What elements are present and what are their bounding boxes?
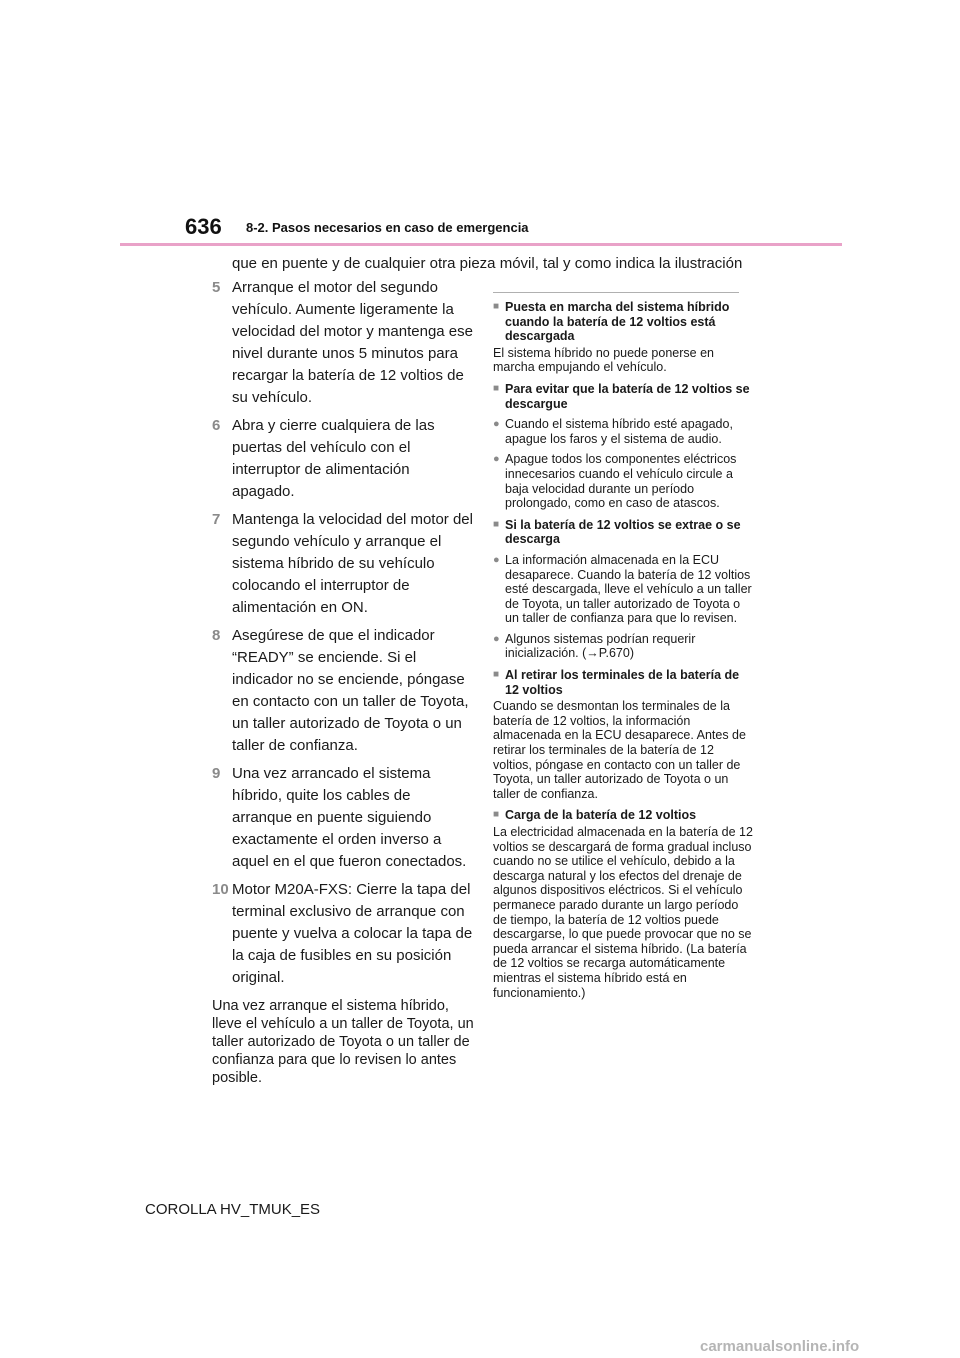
step-text: Mantenga la velocidad del motor del segundo vehículo y arranque el sistema híbrido de su vehículo colocando el interruptor de alimentación en ON. (232, 511, 473, 616)
bullet-text: La información almacenada en la ECU desaparece. Cuando la batería de 12 voltios esté descargada, lleve el vehículo a un taller de Toyota, un taller autorizado de Toyota o un taller de confianza para que lo revisen. (505, 552, 752, 626)
circle-bullet-icon: ● (493, 632, 500, 645)
bullet-item (493, 452, 755, 510)
step-number: 10 (212, 881, 229, 898)
step-item (212, 763, 474, 873)
info-heading (493, 668, 755, 697)
heading-text: Carga de la batería de 12 voltios (505, 808, 697, 823)
closing-paragraph: Una vez arranque el sistema híbrido, lleve el vehículo a un taller de Toyota, un taller autorizado de Toyota o un taller de confianza para que lo revisen lo antes posible. (212, 998, 474, 1086)
step-item (212, 277, 474, 409)
step-item (212, 625, 474, 757)
circle-bullet-icon: ● (493, 418, 500, 431)
step-number: 6 (212, 417, 221, 434)
step-text: Una vez arrancado el sistema híbrido, quite los cables de arranque en puente siguiendo exactamente el orden inverso a aquel en el que fueron conectados. (232, 765, 467, 870)
watermark: carmanualsonline.info (700, 1338, 860, 1355)
heading-text: Al retirar los terminales de la batería de 12 voltios (505, 668, 740, 697)
info-heading (493, 808, 755, 823)
square-bullet-icon: ■ (493, 518, 500, 530)
bullet-item (493, 553, 755, 626)
bullet-item (493, 417, 755, 446)
circle-bullet-icon: ● (493, 553, 500, 566)
square-bullet-icon: ■ (493, 301, 500, 312)
info-heading (493, 518, 755, 547)
left-column (212, 277, 474, 1087)
continued-line: que en puente y de cualquier otra pieza móvil, tal y como indica la ilustración (232, 255, 743, 272)
bullet-text: Cuando el sistema híbrido esté apagado, apague los faros y el sistema de audio. (505, 417, 733, 446)
bullet-text: Apague todos los componentes eléctricos innecesarios cuando el vehículo circule a baja velocidad durante un período prolongado, como en caso de atascos. (505, 452, 737, 511)
step-number: 8 (212, 627, 221, 644)
step-text: Motor M20A-FXS: Cierre la tapa del terminal exclusivo de arranque con puente y vuelva a colocar la tapa de la caja de fusibles en su posición original. (232, 881, 473, 986)
bullet-text: Algunos sistemas podrían requerir inicialización. (→P.670) (505, 631, 696, 661)
step-text: Abra y cierre cualquiera de las puertas del vehículo con el interruptor de alimentación apagado. (232, 417, 435, 500)
page-number: 636 (185, 214, 222, 239)
step-number: 7 (212, 511, 221, 528)
heading-text: Si la batería de 12 voltios se extrae o se descarga (505, 517, 741, 547)
circle-bullet-icon: ● (493, 453, 500, 466)
right-column (493, 292, 755, 1004)
step-item (212, 879, 474, 989)
info-heading (493, 300, 755, 344)
square-bullet-icon: ■ (493, 382, 500, 394)
step-item (212, 415, 474, 503)
info-paragraph: La electricidad almacenada en la batería de 12 voltios se descargará de forma gradual incluso cuando no se utilice el vehículo, debido a la descarga natural y los efectos del drenaje de algunos dispositivos eléctricos. Si el vehículo permanece parado durante un largo período de tiempo, la batería de 12 voltios puede descargarse, lo que puede provocar que no se pueda arrancar el sistema híbrido. (La batería de 12 voltios se recarga automáticamente mientras el sistema híbrido está en funcionamiento.) (493, 825, 753, 1000)
header-rule (120, 243, 842, 246)
step-number: 9 (212, 765, 221, 782)
square-bullet-icon: ■ (493, 669, 500, 681)
step-text: Arranque el motor del segundo vehículo. Aumente ligeramente la velocidad del motor y mantenga ese nivel durante unos 5 minutos para recargar la batería de 12 voltios de su vehículo. (232, 279, 473, 406)
step-item (212, 509, 474, 619)
bullet-item (493, 632, 755, 661)
heading-text: Para evitar que la batería de 12 voltios se descargue (505, 381, 750, 411)
info-paragraph: Cuando se desmontan los terminales de la batería de 12 voltios, la información almacenada en la ECU desaparece. Antes de retirar los terminales de la batería de 12 voltios, póngase en contacto con un taller de Toyota, un taller autorizado de Toyota o un taller de confianza. (493, 699, 746, 801)
info-paragraph: El sistema híbrido no puede ponerse en marcha empujando el vehículo. (493, 345, 714, 375)
info-heading (493, 382, 755, 411)
column-rule (493, 292, 739, 293)
step-number: 5 (212, 279, 221, 296)
step-text: Asegúrese de que el indicador “READY” se enciende. Si el indicador no se enciende, póngase en contacto con un taller de Toyota, un taller autorizado de Toyota o un taller de confianza. (232, 627, 469, 754)
footer-model-code: COROLLA HV_TMUK_ES (145, 1201, 321, 1218)
heading-text: Puesta en marcha del sistema híbrido cuando la batería de 12 voltios está descargada (505, 300, 730, 344)
square-bullet-icon: ■ (493, 809, 500, 821)
section-title: 8-2. Pasos necesarios en caso de emergencia (246, 220, 529, 235)
